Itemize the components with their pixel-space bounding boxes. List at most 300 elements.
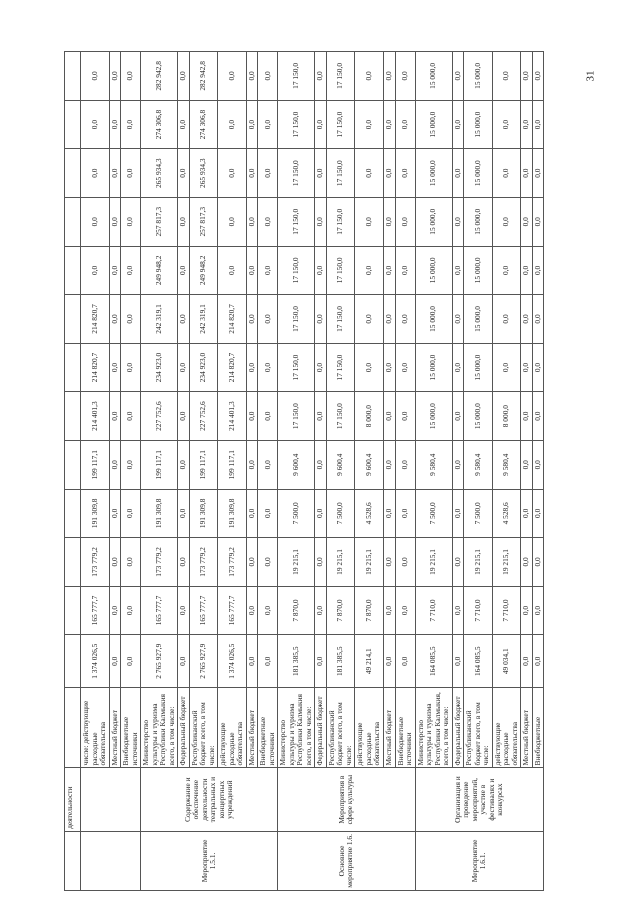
amount-cell: 17 150,0 bbox=[326, 392, 355, 441]
amount-cell: 0,0 bbox=[315, 392, 327, 441]
amount-cell: 0,0 bbox=[121, 52, 141, 101]
amount-cell: 15 000,0 bbox=[464, 149, 493, 198]
amount-cell: 0,0 bbox=[492, 197, 521, 246]
table-row bbox=[81, 52, 110, 891]
amount-cell: 17 150,0 bbox=[278, 197, 315, 246]
header-cell bbox=[65, 635, 81, 688]
amount-cell: 8 000,0 bbox=[355, 392, 384, 441]
amount-cell: 0,0 bbox=[81, 197, 110, 246]
amount-cell: 191 309,8 bbox=[141, 489, 178, 538]
table-row bbox=[521, 52, 533, 891]
amount-cell: 0,0 bbox=[121, 197, 141, 246]
amount-cell: 17 150,0 bbox=[326, 246, 355, 295]
header-cell bbox=[65, 197, 81, 246]
amount-cell: 0,0 bbox=[395, 392, 415, 441]
amount-cell: 0,0 bbox=[178, 149, 190, 198]
amount-cell: 15 000,0 bbox=[464, 343, 493, 392]
amount-cell: 165 777,7 bbox=[81, 586, 110, 635]
amount-cell: 0,0 bbox=[121, 100, 141, 149]
amount-cell: 0,0 bbox=[246, 392, 258, 441]
funding-source-label: Республиканский бюджет всего, в том числе: bbox=[464, 688, 493, 768]
amount-cell: 0,0 bbox=[258, 52, 278, 101]
amount-cell: 0,0 bbox=[492, 295, 521, 344]
amount-cell: 0,0 bbox=[121, 392, 141, 441]
amount-cell: 19 215,1 bbox=[355, 538, 384, 587]
amount-cell: 0,0 bbox=[395, 538, 415, 587]
table-row bbox=[189, 52, 218, 891]
amount-cell: 274 306,8 bbox=[189, 100, 218, 149]
funding-source-label: Местный бюджет bbox=[246, 688, 258, 768]
amount-cell: 0,0 bbox=[521, 635, 533, 688]
funding-source-label: Местный бюджет bbox=[521, 688, 533, 768]
header-cell bbox=[65, 149, 81, 198]
table-row bbox=[246, 52, 258, 891]
amount-cell: 191 309,8 bbox=[189, 489, 218, 538]
funding-source-label: Республиканский бюджет всего, в том числе: bbox=[189, 688, 218, 768]
amount-cell: 0,0 bbox=[532, 635, 544, 688]
amount-cell: 0,0 bbox=[109, 343, 121, 392]
amount-cell: 17 150,0 bbox=[278, 100, 315, 149]
amount-cell: 199 117,1 bbox=[218, 440, 247, 489]
amount-cell: 1 374 026,5 bbox=[218, 635, 247, 688]
amount-cell: 7 710,0 bbox=[415, 586, 452, 635]
amount-cell: 0,0 bbox=[258, 489, 278, 538]
amount-cell: 0,0 bbox=[109, 295, 121, 344]
amount-cell: 0,0 bbox=[218, 52, 247, 101]
amount-cell: 282 942,8 bbox=[189, 52, 218, 101]
amount-cell: 0,0 bbox=[532, 489, 544, 538]
amount-cell: 0,0 bbox=[532, 197, 544, 246]
amount-cell: 0,0 bbox=[383, 246, 395, 295]
amount-cell: 0,0 bbox=[521, 586, 533, 635]
table-row bbox=[141, 52, 178, 891]
amount-cell: 17 150,0 bbox=[326, 100, 355, 149]
amount-cell: 19 215,1 bbox=[492, 538, 521, 587]
amount-cell: 0,0 bbox=[452, 100, 464, 149]
funding-source-label: Республиканский бюджет всего, в том числе: bbox=[326, 688, 355, 768]
amount-cell: 17 150,0 bbox=[278, 343, 315, 392]
amount-cell: 0,0 bbox=[532, 392, 544, 441]
header-cell bbox=[65, 538, 81, 587]
amount-cell: 0,0 bbox=[81, 149, 110, 198]
amount-cell: 0,0 bbox=[121, 440, 141, 489]
amount-cell: 164 085,5 bbox=[415, 635, 452, 688]
amount-cell: 0,0 bbox=[258, 440, 278, 489]
amount-cell: 165 777,7 bbox=[141, 586, 178, 635]
funding-source-label: действующие расходные обязательства bbox=[218, 688, 247, 768]
amount-cell: 181 385,5 bbox=[278, 635, 315, 688]
amount-cell: 17 150,0 bbox=[326, 52, 355, 101]
amount-cell: 214 820,7 bbox=[81, 295, 110, 344]
funding-source-label: Министерство культуры и туризма Республики Калмыкия, всего, в том числе: bbox=[415, 688, 452, 768]
amount-cell: 17 150,0 bbox=[326, 295, 355, 344]
amount-cell: 15 000,0 bbox=[415, 197, 452, 246]
amount-cell: 214 820,7 bbox=[81, 343, 110, 392]
amount-cell: 227 752,6 bbox=[141, 392, 178, 441]
amount-cell: 0,0 bbox=[315, 149, 327, 198]
measure-code: Основное мероприятие 1.6. bbox=[278, 831, 415, 890]
header-cell-code bbox=[65, 831, 81, 890]
amount-cell: 15 000,0 bbox=[464, 100, 493, 149]
amount-cell: 15 000,0 bbox=[415, 343, 452, 392]
measure-code bbox=[81, 831, 141, 890]
funding-source-label: Внебюджетные источники bbox=[121, 688, 141, 768]
amount-cell: 0,0 bbox=[178, 586, 190, 635]
table-row bbox=[218, 52, 247, 891]
amount-cell: 0,0 bbox=[452, 52, 464, 101]
amount-cell: 265 934,3 bbox=[189, 149, 218, 198]
measure-name: Организация и проведение мероприятий, участие в фестивалях и конкурсах bbox=[415, 768, 544, 831]
amount-cell: 0,0 bbox=[395, 489, 415, 538]
amount-cell: 0,0 bbox=[315, 343, 327, 392]
amount-cell: 19 215,1 bbox=[464, 538, 493, 587]
amount-cell: 0,0 bbox=[383, 343, 395, 392]
amount-cell: 0,0 bbox=[178, 440, 190, 489]
amount-cell: 15 000,0 bbox=[464, 295, 493, 344]
amount-cell: 0,0 bbox=[395, 197, 415, 246]
amount-cell: 0,0 bbox=[178, 489, 190, 538]
amount-cell: 0,0 bbox=[492, 343, 521, 392]
amount-cell: 0,0 bbox=[355, 52, 384, 101]
amount-cell: 17 150,0 bbox=[326, 343, 355, 392]
measure-name bbox=[81, 768, 141, 831]
amount-cell: 0,0 bbox=[121, 246, 141, 295]
amount-cell: 0,0 bbox=[315, 197, 327, 246]
budget-table bbox=[64, 51, 544, 891]
amount-cell: 7 500,0 bbox=[278, 489, 315, 538]
amount-cell: 0,0 bbox=[532, 343, 544, 392]
amount-cell: 0,0 bbox=[521, 197, 533, 246]
amount-cell: 0,0 bbox=[395, 635, 415, 688]
amount-cell: 0,0 bbox=[532, 149, 544, 198]
amount-cell: 4 528,6 bbox=[492, 489, 521, 538]
amount-cell: 0,0 bbox=[121, 538, 141, 587]
amount-cell: 15 000,0 bbox=[415, 295, 452, 344]
amount-cell: 0,0 bbox=[218, 246, 247, 295]
table-row bbox=[326, 52, 355, 891]
amount-cell: 4 528,6 bbox=[355, 489, 384, 538]
amount-cell: 0,0 bbox=[315, 100, 327, 149]
amount-cell: 0,0 bbox=[109, 538, 121, 587]
header-cell bbox=[65, 100, 81, 149]
amount-cell: 0,0 bbox=[246, 440, 258, 489]
amount-cell: 0,0 bbox=[452, 246, 464, 295]
amount-cell: 0,0 bbox=[218, 149, 247, 198]
header-cell bbox=[65, 295, 81, 344]
amount-cell: 7 500,0 bbox=[326, 489, 355, 538]
amount-cell: 19 215,1 bbox=[326, 538, 355, 587]
amount-cell: 19 215,1 bbox=[415, 538, 452, 587]
amount-cell: 0,0 bbox=[315, 586, 327, 635]
amount-cell: 0,0 bbox=[109, 392, 121, 441]
amount-cell: 17 150,0 bbox=[278, 246, 315, 295]
header-cell bbox=[65, 343, 81, 392]
amount-cell: 191 309,8 bbox=[218, 489, 247, 538]
amount-cell: 0,0 bbox=[532, 52, 544, 101]
amount-cell: 0,0 bbox=[246, 586, 258, 635]
amount-cell: 0,0 bbox=[81, 100, 110, 149]
amount-cell: 0,0 bbox=[258, 538, 278, 587]
amount-cell: 9 580,4 bbox=[415, 440, 452, 489]
funding-source-label: Местный бюджет bbox=[109, 688, 121, 768]
amount-cell: 0,0 bbox=[109, 100, 121, 149]
amount-cell: 0,0 bbox=[452, 586, 464, 635]
header-cell bbox=[65, 440, 81, 489]
amount-cell: 0,0 bbox=[521, 100, 533, 149]
amount-cell: 249 948,2 bbox=[189, 246, 218, 295]
amount-cell: 0,0 bbox=[258, 586, 278, 635]
amount-cell: 0,0 bbox=[521, 52, 533, 101]
amount-cell: 0,0 bbox=[532, 538, 544, 587]
header-cell bbox=[65, 392, 81, 441]
amount-cell: 0,0 bbox=[395, 295, 415, 344]
amount-cell: 234 923,0 bbox=[141, 343, 178, 392]
amount-cell: 9 600,4 bbox=[326, 440, 355, 489]
funding-source-label: Внебюджетные источники bbox=[258, 688, 278, 768]
amount-cell: 0,0 bbox=[109, 440, 121, 489]
amount-cell: 0,0 bbox=[355, 100, 384, 149]
amount-cell: 249 948,2 bbox=[141, 246, 178, 295]
header-cell-name: деятельности bbox=[65, 768, 81, 831]
table-row bbox=[121, 52, 141, 891]
funding-source-label: Внебюджетные bbox=[532, 688, 544, 768]
amount-cell: 0,0 bbox=[81, 52, 110, 101]
amount-cell: 0,0 bbox=[521, 489, 533, 538]
amount-cell: 7 710,0 bbox=[492, 586, 521, 635]
amount-cell: 0,0 bbox=[492, 246, 521, 295]
amount-cell: 0,0 bbox=[258, 100, 278, 149]
table-row bbox=[355, 52, 384, 891]
measure-name: Мероприятия в сфере культуры bbox=[278, 768, 415, 831]
amount-cell: 214 401,3 bbox=[218, 392, 247, 441]
amount-cell: 0,0 bbox=[178, 538, 190, 587]
amount-cell: 7 710,0 bbox=[464, 586, 493, 635]
amount-cell: 0,0 bbox=[121, 149, 141, 198]
amount-cell: 0,0 bbox=[315, 246, 327, 295]
amount-cell: 0,0 bbox=[258, 392, 278, 441]
funding-source-label: Федеральный бюджет bbox=[315, 688, 327, 768]
amount-cell: 0,0 bbox=[246, 295, 258, 344]
amount-cell: 7 500,0 bbox=[464, 489, 493, 538]
table-row bbox=[383, 52, 395, 891]
amount-cell: 17 150,0 bbox=[278, 392, 315, 441]
table-row bbox=[452, 52, 464, 891]
measure-code: Мероприятие 1.5.1. bbox=[141, 831, 278, 890]
amount-cell: 0,0 bbox=[258, 149, 278, 198]
amount-cell: 234 923,0 bbox=[189, 343, 218, 392]
amount-cell: 17 150,0 bbox=[326, 197, 355, 246]
amount-cell: 0,0 bbox=[383, 586, 395, 635]
amount-cell: 0,0 bbox=[452, 538, 464, 587]
amount-cell: 9 580,4 bbox=[492, 440, 521, 489]
amount-cell: 165 777,7 bbox=[189, 586, 218, 635]
header-cell-label bbox=[65, 688, 81, 768]
funding-source-label: действующие расходные обязательства bbox=[355, 688, 384, 768]
amount-cell: 0,0 bbox=[355, 246, 384, 295]
table-row bbox=[315, 52, 327, 891]
amount-cell: 7 500,0 bbox=[415, 489, 452, 538]
amount-cell: 2 765 927,9 bbox=[189, 635, 218, 688]
amount-cell: 0,0 bbox=[452, 489, 464, 538]
amount-cell: 17 150,0 bbox=[278, 295, 315, 344]
amount-cell: 0,0 bbox=[315, 489, 327, 538]
amount-cell: 173 779,2 bbox=[218, 538, 247, 587]
amount-cell: 0,0 bbox=[246, 489, 258, 538]
amount-cell: 0,0 bbox=[521, 295, 533, 344]
amount-cell: 2 765 927,9 bbox=[141, 635, 178, 688]
amount-cell: 164 085,5 bbox=[464, 635, 493, 688]
table-row bbox=[492, 52, 521, 891]
amount-cell: 9 580,4 bbox=[464, 440, 493, 489]
rotated-table-wrapper bbox=[64, 51, 584, 891]
amount-cell: 7 870,0 bbox=[326, 586, 355, 635]
amount-cell: 7 870,0 bbox=[278, 586, 315, 635]
amount-cell: 17 150,0 bbox=[278, 149, 315, 198]
amount-cell: 0,0 bbox=[395, 343, 415, 392]
amount-cell: 257 817,3 bbox=[141, 197, 178, 246]
amount-cell: 0,0 bbox=[452, 343, 464, 392]
amount-cell: 199 117,1 bbox=[189, 440, 218, 489]
amount-cell: 0,0 bbox=[395, 52, 415, 101]
amount-cell: 0,0 bbox=[258, 635, 278, 688]
header-cell bbox=[65, 489, 81, 538]
amount-cell: 214 820,7 bbox=[218, 295, 247, 344]
amount-cell: 0,0 bbox=[383, 489, 395, 538]
amount-cell: 15 000,0 bbox=[464, 392, 493, 441]
amount-cell: 214 820,7 bbox=[218, 343, 247, 392]
amount-cell: 0,0 bbox=[178, 246, 190, 295]
amount-cell: 0,0 bbox=[395, 586, 415, 635]
amount-cell: 0,0 bbox=[395, 149, 415, 198]
amount-cell: 0,0 bbox=[395, 440, 415, 489]
amount-cell: 0,0 bbox=[355, 149, 384, 198]
amount-cell: 214 401,3 bbox=[81, 392, 110, 441]
amount-cell: 173 779,2 bbox=[81, 538, 110, 587]
amount-cell: 0,0 bbox=[532, 586, 544, 635]
amount-cell: 19 215,1 bbox=[278, 538, 315, 587]
amount-cell: 15 000,0 bbox=[415, 52, 452, 101]
table-row bbox=[395, 52, 415, 891]
header-cell bbox=[65, 586, 81, 635]
amount-cell: 0,0 bbox=[178, 635, 190, 688]
table-row bbox=[109, 52, 121, 891]
amount-cell: 0,0 bbox=[178, 52, 190, 101]
amount-cell: 0,0 bbox=[121, 343, 141, 392]
amount-cell: 0,0 bbox=[532, 246, 544, 295]
amount-cell: 0,0 bbox=[383, 538, 395, 587]
table-row bbox=[532, 52, 544, 891]
amount-cell: 0,0 bbox=[355, 343, 384, 392]
amount-cell: 0,0 bbox=[246, 100, 258, 149]
amount-cell: 15 000,0 bbox=[464, 246, 493, 295]
amount-cell: 0,0 bbox=[109, 52, 121, 101]
amount-cell: 0,0 bbox=[452, 440, 464, 489]
amount-cell: 0,0 bbox=[315, 295, 327, 344]
amount-cell: 15 000,0 bbox=[415, 392, 452, 441]
amount-cell: 0,0 bbox=[109, 635, 121, 688]
amount-cell: 257 817,3 bbox=[189, 197, 218, 246]
amount-cell: 0,0 bbox=[355, 295, 384, 344]
amount-cell: 15 000,0 bbox=[415, 100, 452, 149]
amount-cell: 0,0 bbox=[109, 149, 121, 198]
amount-cell: 165 777,7 bbox=[218, 586, 247, 635]
amount-cell: 0,0 bbox=[521, 392, 533, 441]
amount-cell: 242 319,1 bbox=[189, 295, 218, 344]
amount-cell: 8 000,0 bbox=[492, 392, 521, 441]
amount-cell: 181 385,5 bbox=[326, 635, 355, 688]
amount-cell: 17 150,0 bbox=[278, 52, 315, 101]
amount-cell: 49 034,1 bbox=[492, 635, 521, 688]
funding-source-label: числе: действующие расходные обязательства bbox=[81, 688, 110, 768]
amount-cell: 0,0 bbox=[246, 149, 258, 198]
amount-cell: 0,0 bbox=[246, 246, 258, 295]
funding-source-label: Внебюджетные источники bbox=[395, 688, 415, 768]
amount-cell: 199 117,1 bbox=[141, 440, 178, 489]
amount-cell: 282 942,8 bbox=[141, 52, 178, 101]
amount-cell: 0,0 bbox=[121, 586, 141, 635]
amount-cell: 0,0 bbox=[109, 246, 121, 295]
table-row bbox=[464, 52, 493, 891]
amount-cell: 0,0 bbox=[452, 197, 464, 246]
header-row bbox=[65, 52, 81, 891]
amount-cell: 0,0 bbox=[178, 343, 190, 392]
amount-cell: 0,0 bbox=[178, 197, 190, 246]
amount-cell: 9 600,4 bbox=[278, 440, 315, 489]
amount-cell: 0,0 bbox=[178, 295, 190, 344]
amount-cell: 0,0 bbox=[383, 440, 395, 489]
amount-cell: 0,0 bbox=[109, 197, 121, 246]
amount-cell: 0,0 bbox=[521, 343, 533, 392]
amount-cell: 0,0 bbox=[178, 392, 190, 441]
amount-cell: 15 000,0 bbox=[415, 149, 452, 198]
amount-cell: 265 934,3 bbox=[141, 149, 178, 198]
amount-cell: 0,0 bbox=[383, 392, 395, 441]
amount-cell: 0,0 bbox=[315, 52, 327, 101]
amount-cell: 7 870,0 bbox=[355, 586, 384, 635]
amount-cell: 0,0 bbox=[355, 197, 384, 246]
measure-code: Мероприятие 1.6.1. bbox=[415, 831, 544, 890]
amount-cell: 0,0 bbox=[383, 52, 395, 101]
amount-cell: 0,0 bbox=[492, 149, 521, 198]
funding-source-label: Министерство культуры и туризма Республики Калмыкия всего, в том числе: bbox=[141, 688, 178, 768]
amount-cell: 0,0 bbox=[218, 100, 247, 149]
amount-cell: 0,0 bbox=[492, 52, 521, 101]
amount-cell: 0,0 bbox=[452, 295, 464, 344]
amount-cell: 0,0 bbox=[258, 246, 278, 295]
amount-cell: 242 319,1 bbox=[141, 295, 178, 344]
amount-cell: 0,0 bbox=[258, 343, 278, 392]
amount-cell: 0,0 bbox=[383, 149, 395, 198]
amount-cell: 0,0 bbox=[246, 52, 258, 101]
amount-cell: 0,0 bbox=[532, 100, 544, 149]
amount-cell: 0,0 bbox=[178, 100, 190, 149]
amount-cell: 0,0 bbox=[81, 246, 110, 295]
amount-cell: 199 117,1 bbox=[81, 440, 110, 489]
amount-cell: 0,0 bbox=[395, 246, 415, 295]
amount-cell: 0,0 bbox=[258, 197, 278, 246]
amount-cell: 0,0 bbox=[121, 489, 141, 538]
page-number: 31 bbox=[584, 70, 597, 82]
amount-cell: 0,0 bbox=[532, 440, 544, 489]
funding-source-label: Федеральный бюджет bbox=[452, 688, 464, 768]
header-cell bbox=[65, 52, 81, 101]
amount-cell: 0,0 bbox=[258, 295, 278, 344]
amount-cell: 17 150,0 bbox=[326, 149, 355, 198]
amount-cell: 0,0 bbox=[315, 538, 327, 587]
amount-cell: 0,0 bbox=[521, 538, 533, 587]
amount-cell: 0,0 bbox=[121, 295, 141, 344]
amount-cell: 0,0 bbox=[521, 246, 533, 295]
